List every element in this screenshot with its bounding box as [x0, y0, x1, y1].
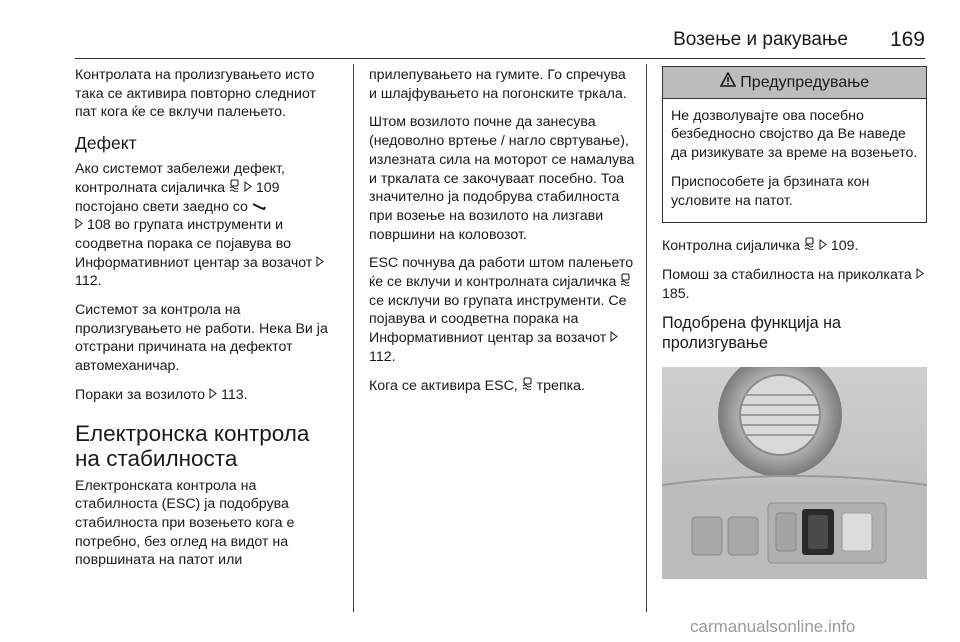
- arrow-ref-icon: [316, 254, 324, 273]
- arrow-ref-icon: [244, 179, 252, 198]
- arrow-ref-icon: [209, 386, 217, 405]
- warning-text: Приспособете ја брзината кон условите на патот.: [671, 173, 870, 209]
- header-rule: [75, 58, 925, 59]
- column-divider-1: [353, 64, 354, 612]
- arrow-ref-icon: [916, 266, 924, 285]
- skid-car-icon: [620, 273, 631, 292]
- page-header: [0, 22, 960, 62]
- skid-car-icon: [804, 237, 815, 256]
- paragraph-lamp-ref: Контролна сијаличка 109.: [662, 238, 859, 255]
- heading-improved-traction: Подобрена функција на пролизгување: [662, 314, 842, 353]
- warning-body: [663, 99, 926, 223]
- warning-title: Предупредување: [740, 74, 870, 91]
- page-number: 169: [889, 28, 925, 51]
- heading-esc: Електронска контрола на стабилноста: [75, 420, 310, 471]
- column-3: [662, 66, 927, 579]
- paragraph: Контролата на пролизгувањето исто така се активира повторно следниот пат кога ќе се вклучи палењето.: [75, 67, 317, 121]
- watermark: carmanualsonline.info: [690, 617, 856, 636]
- skid-car-icon: [229, 179, 240, 198]
- paragraph: прилепувањето на гумите. Го спречува и шлајфувањето на погонските тркала.: [369, 67, 627, 102]
- wrench-icon: [252, 198, 266, 217]
- heading-defect: Дефект: [75, 133, 137, 154]
- warning-text: Не дозволувајте ова посебно безбедносно својство да Ве наведе да ризикувате за време на возењето.: [671, 107, 918, 162]
- section-title: Возење и ракување: [673, 29, 848, 50]
- dashboard-switch-photo: [662, 367, 927, 579]
- column-1: [75, 66, 340, 580]
- paragraph-esc-start: ESC почнува да работи штом палењето ќе се вклучи и контролната сијаличка се исклучи во групата инструменти. Се појавува и соодветна порака на Информативниот центар за возачот 112.: [369, 255, 634, 365]
- skid-car-icon: [522, 377, 533, 396]
- paragraph-trailer-ref: Помош за стабилноста на приколката 185.: [662, 266, 927, 303]
- paragraph-esc-active: Кога се активира ESC, трепка.: [369, 377, 585, 394]
- paragraph: Електронската контрола на стабилноста (ESC) ја подобрува стабилноста при возењето кога е потребно, без оглед на видот на површината на патот или: [75, 477, 295, 569]
- column-divider-2: [646, 64, 647, 612]
- warning-header: [663, 67, 926, 99]
- paragraph: Системот за контрола на пролизгувањето не работи. Нека Ви ја отстрани причината на дефектот автомеханичар.: [75, 302, 328, 375]
- warning-box: [662, 66, 927, 223]
- paragraph: Штом возилото почне да занесува (недоволно вртење / нагло свртување), излезната сила на моторот се намалува и тркалата се закочуваат посебно. Тоа значително ја подобрува стабилноста при возење на возилото на лизгави површини на коловозот.: [369, 114, 635, 243]
- arrow-ref-icon: [75, 216, 83, 235]
- paragraph-messages-ref: Пораки за возилото 113.: [75, 386, 248, 403]
- column-2: [369, 66, 637, 405]
- paragraph-defect: Ако системот забележи дефект, контролната сијаличка 109 постојано свети заедно со 108 во групата инструменти и соодветна порака се појавува во Информативниот центар за возачот 112.: [75, 160, 340, 291]
- arrow-ref-icon: [610, 329, 618, 348]
- arrow-ref-icon: [819, 237, 827, 256]
- warning-triangle-icon: [720, 72, 736, 93]
